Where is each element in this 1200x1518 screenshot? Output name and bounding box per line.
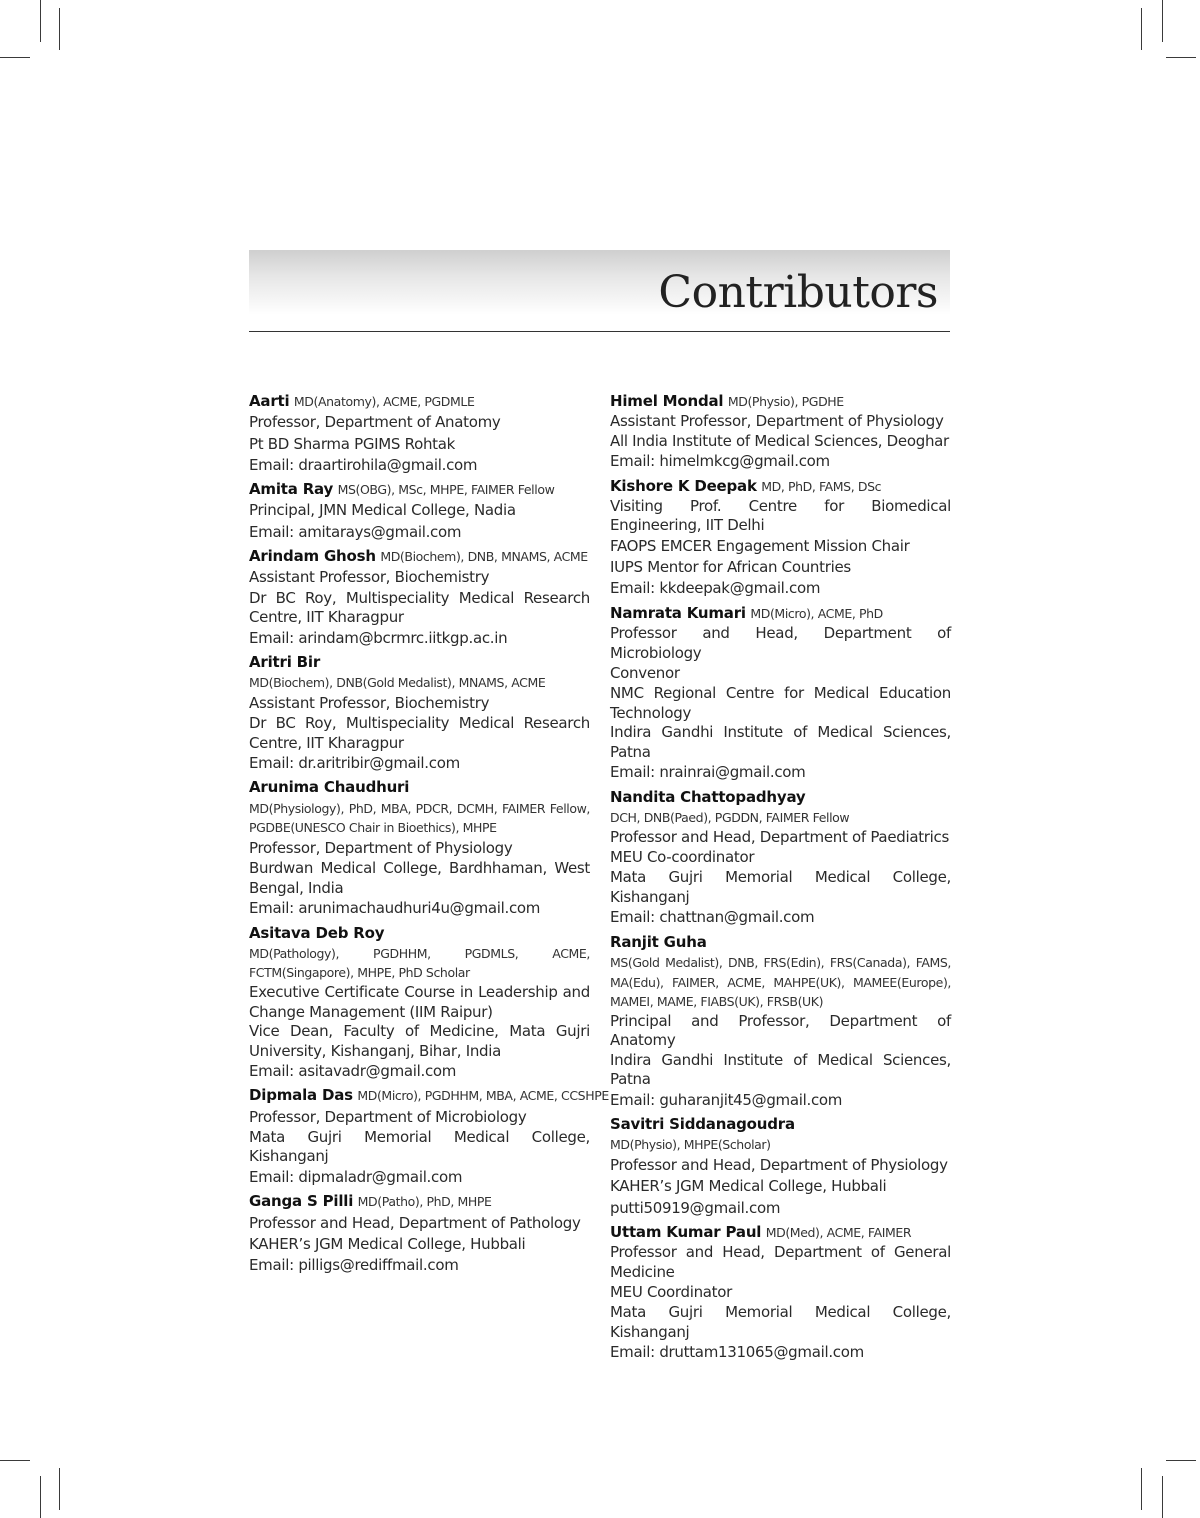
contributor-name: Ranjit Guha	[610, 932, 707, 951]
contributor-name: Asitava Deb Roy	[249, 923, 385, 942]
contributor-detail: Email: dr.aritribir@gmail.com	[249, 754, 460, 773]
contributor-detail: Convenor	[610, 664, 680, 683]
contributor-entry	[249, 1085, 609, 1188]
contributor-name: Himel Mondal	[610, 392, 724, 410]
contributor-detail: Executive Certificate Course in Leadership and Change Management (IIM Raipur)	[249, 983, 590, 1021]
crop-mark	[40, 1476, 41, 1518]
contributor-detail: All India Institute of Medical Sciences, Deoghar	[610, 431, 949, 450]
contributor-detail: Dr BC Roy, Multispeciality Medical Research Centre, IIT Kharagpur	[249, 714, 590, 752]
contributor-detail: MEU Co-coordinator	[610, 848, 755, 867]
contributors-right-column	[610, 391, 951, 1367]
contributor-heading	[249, 1085, 609, 1106]
contributor-detail: putti50919@gmail.com	[610, 1198, 781, 1217]
contributor-degrees: MD(Anatomy), ACME, PGDMLE	[293, 394, 475, 409]
contributor-detail: FAOPS EMCER Engagement Mission Chair	[610, 536, 910, 555]
contributor-entry	[610, 476, 951, 600]
contributor-detail: Professor and Head, Department of Pathology	[249, 1213, 581, 1232]
contributor-degrees: MD(Physio), MHPE(Scholar)	[610, 1137, 771, 1153]
contributor-detail: Burdwan Medical College, Bardhhaman, West Bengal, India	[249, 859, 590, 897]
contributor-name: Amita Ray	[249, 480, 334, 499]
contributor-detail: Indira Gandhi Institute of Medical Sciences, Patna	[610, 1050, 951, 1089]
contributor-detail: Email: asitavadr@gmail.com	[249, 1062, 457, 1081]
contributor-degrees: MD(Biochem), DNB, MNAMS, ACME	[380, 549, 588, 565]
contributor-detail: KAHER’s JGM Medical College, Hubbali	[610, 1177, 887, 1196]
contributor-name: Aritri Bir	[249, 652, 321, 671]
contributor-heading	[249, 652, 590, 673]
contributor-degrees: MD(Med), ACME, FAIMER	[765, 1224, 912, 1240]
contributor-entry	[610, 1222, 951, 1364]
crop-mark	[40, 0, 41, 42]
contributor-detail: Email: chattnan@gmail.com	[610, 908, 815, 927]
contributor-heading	[610, 787, 951, 808]
contributor-entry	[249, 391, 590, 476]
contributor-name: Arunima Chaudhuri	[249, 778, 410, 797]
contributor-detail: Dr BC Roy, Multispeciality Medical Research Centre, IIT Kharagpur	[249, 588, 590, 627]
contributor-detail: Professor and Head, Department of General Medicine	[610, 1243, 951, 1281]
contributor-detail: KAHER’s JGM Medical College, Hubbali	[249, 1234, 526, 1253]
contributor-name: Arindam Ghosh	[249, 547, 376, 566]
contributor-degrees: MS(OBG), MSc, MHPE, FAIMER Fellow	[337, 482, 555, 498]
crop-mark	[0, 1460, 30, 1461]
contributor-entry	[249, 479, 590, 543]
contributor-entry	[249, 652, 590, 774]
crop-mark	[1166, 1460, 1196, 1461]
contributor-degrees: MD(Physiology), PhD, MBA, PDCR, DCMH, FAIMER Fellow, PGDBE(UNESCO Chair in Bioethics), MHPE	[249, 800, 590, 836]
contributor-degrees: MD(Micro), PGDHHM, MBA, ACME, CCSHPE	[357, 1088, 609, 1104]
contributor-detail: Mata Gujri Memorial Medical College, Kishanganj	[249, 1127, 590, 1166]
contributor-detail: Email: druttam131065@gmail.com	[610, 1343, 864, 1362]
crop-mark	[1141, 1468, 1142, 1510]
contributor-detail: Mata Gujri Memorial Medical College, Kishanganj	[610, 868, 951, 906]
contributor-heading	[610, 1114, 951, 1135]
crop-mark	[59, 1468, 60, 1510]
contributor-detail: Professor, Department of Microbiology	[249, 1107, 527, 1126]
contributor-detail: Indira Gandhi Institute of Medical Sciences, Patna	[610, 723, 951, 761]
contributor-heading	[249, 391, 590, 412]
contributor-entry	[249, 1191, 590, 1276]
page-title: Contributors	[658, 267, 938, 318]
contributor-entry	[249, 923, 590, 1083]
contributor-detail: Email: kkdeepak@gmail.com	[610, 579, 821, 598]
contributor-detail: Email: arindam@bcrmrc.iitkgp.ac.in	[249, 628, 508, 647]
contributor-name: Dipmala Das	[249, 1086, 353, 1105]
contributor-detail: Visiting Prof. Centre for Biomedical Engineering, IIT Delhi	[610, 496, 951, 535]
contributor-heading	[249, 923, 590, 944]
contributor-detail: Email: arunimachaudhuri4u@gmail.com	[249, 899, 541, 918]
contributor-detail: Email: guharanjit45@gmail.com	[610, 1090, 843, 1109]
contributor-detail: Email: amitarays@gmail.com	[249, 522, 462, 541]
title-rule	[249, 331, 950, 332]
contributor-detail: Professor and Head, Department of Microbiology	[610, 624, 951, 662]
contributor-entry	[249, 777, 590, 919]
contributor-degrees: MD(Patho), PhD, MHPE	[357, 1194, 492, 1210]
contributor-entry	[610, 787, 951, 929]
contributor-detail: IUPS Mentor for African Countries	[610, 558, 851, 577]
contributor-degrees: MS(Gold Medalist), DNB, FRS(Edin), FRS(Canada), FAMS, MA(Edu), FAIMER, ACME, MAHPE(UK), MAMEE(Europe), MAMEI, MAME, FIABS(UK), FRSB(UK)	[610, 954, 951, 1010]
contributor-degrees: MD(Biochem), DNB(Gold Medalist), MNAMS, ACME	[249, 675, 546, 691]
contributor-heading	[610, 603, 951, 624]
contributor-entry	[610, 932, 951, 1111]
contributor-entry	[610, 1114, 951, 1219]
crop-mark	[1162, 1476, 1163, 1518]
contributor-heading	[610, 1222, 951, 1243]
contributor-name: Aarti	[249, 392, 290, 410]
contributor-detail: Assistant Professor, Biochemistry	[249, 693, 490, 712]
contributor-degrees: MD(Pathology), PGDHHM, PGDMLS, ACME, FCTM(Singapore), MHPE, PhD Scholar	[249, 945, 590, 981]
contributor-name: Nandita Chattopadhyay	[610, 787, 806, 806]
contributor-degrees: MD(Physio), PGDHE	[727, 394, 844, 409]
contributor-detail: NMC Regional Centre for Medical Education Technology	[610, 684, 951, 722]
crop-mark	[1141, 8, 1142, 50]
contributor-heading	[249, 777, 590, 798]
contributor-heading	[610, 391, 951, 412]
crop-mark	[0, 57, 30, 58]
contributor-detail: Email: pilligs@rediffmail.com	[249, 1256, 459, 1275]
crop-mark	[1162, 0, 1163, 42]
contributor-degrees: MD(Micro), ACME, PhD	[750, 605, 883, 621]
contributor-degrees: MD, PhD, FAMS, DSc	[761, 478, 882, 494]
contributor-name: Kishore K Deepak	[610, 476, 757, 495]
contributor-detail: Assistant Professor, Biochemistry	[249, 568, 490, 587]
contributors-left-column	[249, 391, 609, 1279]
contributor-detail: MEU Coordinator	[610, 1283, 733, 1302]
contributor-name: Uttam Kumar Paul	[610, 1222, 762, 1241]
contributor-detail: Assistant Professor, Department of Physiology	[610, 412, 944, 431]
contributor-detail: Professor and Head, Department of Paediatrics	[610, 827, 950, 846]
contributor-detail: Professor, Department of Anatomy	[249, 413, 501, 432]
crop-mark	[1166, 57, 1196, 58]
contributor-detail: Vice Dean, Faculty of Medicine, Mata Gujri University, Kishanganj, Bihar, India	[249, 1022, 590, 1060]
contributor-heading	[249, 1191, 590, 1212]
contributor-heading	[610, 932, 951, 953]
contributor-entry	[610, 603, 951, 784]
contributor-detail: Professor, Department of Physiology	[249, 838, 513, 857]
contributor-detail: Pt BD Sharma PGIMS Rohtak	[249, 434, 456, 453]
crop-mark	[59, 8, 60, 50]
contributor-detail: Email: nrainrai@gmail.com	[610, 763, 806, 782]
contributor-entry	[610, 391, 951, 473]
contributor-name: Savitri Siddanagoudra	[610, 1115, 795, 1134]
contributor-detail: Email: himelmkcg@gmail.com	[610, 452, 830, 471]
contributor-degrees: DCH, DNB(Paed), PGDDN, FAIMER Fellow	[610, 809, 850, 825]
contributor-name: Namrata Kumari	[610, 603, 746, 622]
contributor-entry	[249, 546, 590, 649]
contributor-detail: Principal and Professor, Department of Anatomy	[610, 1011, 951, 1050]
contributor-detail: Principal, JMN Medical College, Nadia	[249, 501, 516, 520]
contributor-heading	[610, 476, 951, 497]
contributor-detail: Mata Gujri Memorial Medical College, Kishanganj	[610, 1303, 951, 1341]
contributor-detail: Professor and Head, Department of Physiology	[610, 1155, 948, 1174]
contributor-detail: Email: draartirohila@gmail.com	[249, 455, 478, 474]
contributor-name: Ganga S Pilli	[249, 1192, 354, 1211]
contributor-heading	[249, 479, 590, 500]
contributor-detail: Email: dipmaladr@gmail.com	[249, 1167, 463, 1186]
contributor-heading	[249, 546, 590, 567]
